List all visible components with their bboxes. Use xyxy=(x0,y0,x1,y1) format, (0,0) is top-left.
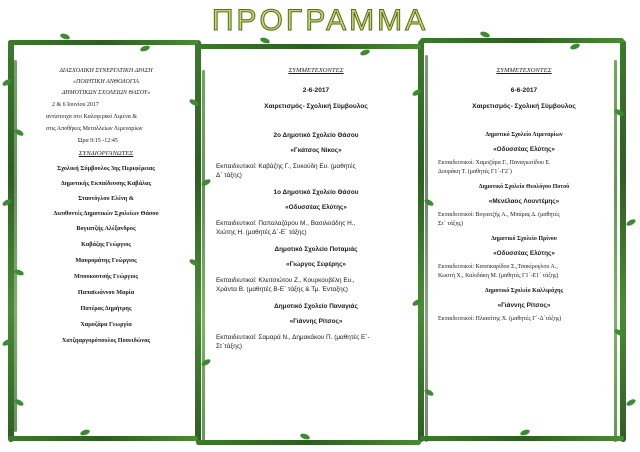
right-panel xyxy=(438,66,610,324)
page-title: ΠΡΟΓΡΑΜΜΑ xyxy=(211,4,429,37)
principal-name: Χατζηαργυρόπουλος Ποσειδώνας xyxy=(61,337,151,344)
school-name: Δημοτικό Σχολείο Καλλιράχης xyxy=(484,288,564,294)
event-dates: 2 & 6 Ιουνίου 2017 xyxy=(52,102,99,108)
coorganizer: Διευθυντές Δημοτικών Σχολείων Θάσου xyxy=(53,210,159,217)
teachers-cont: Δουράκη Τ. (μαθητές Γ1΄-Γ2΄) xyxy=(438,169,512,175)
teachers: Εκπαιδευτικοί: Κατσικαρίδου Σ.,Τσακίρογλου Α., xyxy=(438,264,558,270)
event-venue-2: στις Αποθήκες Μεταλλείων Λιμεναρίων xyxy=(46,126,143,132)
principal-name: Πατέρας Δημήτρης xyxy=(80,305,132,312)
teachers-cont: Στ΄ τάξης) xyxy=(438,221,464,227)
poet-name: «Οδυσσέας Ελύτης» xyxy=(493,146,555,153)
teachers-cont: Δ΄ τάξης) xyxy=(216,172,242,179)
teachers: Εκπαιδευτικοί: Καβάζης Γ., Συκούδη Ευ. (μαθητές xyxy=(216,163,356,170)
principal-name: Βογιατζής Αλέξανδρος xyxy=(76,225,136,232)
school-name: Δημοτικό Σχολείο Λιμεναρίων xyxy=(485,132,563,138)
teachers-cont: Στ΄τάξης) xyxy=(216,343,243,350)
school-name: Δημοτικό Σχολείο Πρίνου xyxy=(491,236,557,242)
participants-heading: ΣΥΜΜΕΤΕΧΟΝΤΕΣ xyxy=(496,67,552,74)
teachers: Εκπαιδευτικοί: Παπαλαζάρου Μ., Βασιλειάδης Η., xyxy=(216,220,356,227)
school-name: Δημοτικό Σχολείο Θεολόγου Ποτού xyxy=(478,184,570,190)
teachers: Εκπαιδευτικοί: Πλιασίτης Χ. (μαθητές Γ΄-Δ΄τάξης) xyxy=(438,316,562,322)
coorganizer: Σχολική Σύμβουλος 3ης Περιφέρειας xyxy=(57,165,155,172)
teachers: Εκπαιδευτικοί: Σαμαρά Ν., Δημακάκου Π. (μαθητές Ε΄- xyxy=(216,334,370,341)
teachers: Εκπαιδευτικοί: Χαμοζάρα Γ., Παναγιωτίδου Ε. xyxy=(438,160,551,166)
participants-heading: ΣΥΜΜΕΤΕΧΟΝΤΕΣ xyxy=(288,67,344,74)
school-name: Δημοτικό Σχολείο Παναγιάς xyxy=(274,303,358,310)
coorganizer: Σταυτόγλου Ελένη & xyxy=(78,195,134,202)
teachers-cont: Κωστή Χ., Καλιδάκη Μ. (μαθητές Γ1΄-Ε1΄ τάξης) xyxy=(438,273,559,279)
school-name: 1ο Δημοτικό Σχολείο Θάσου xyxy=(273,189,359,196)
middle-panel xyxy=(216,66,416,351)
event-date: 2-6-2017 xyxy=(302,87,330,94)
poet-name: «Οδυσσέας Ελύτης» xyxy=(285,204,347,211)
school-name: Δημοτικό Σχολείο Ποταμιάς xyxy=(274,246,358,253)
school-name: 2ο Δημοτικό Σχολείο Θάσου xyxy=(273,132,359,139)
principal-name: Μπουκουτσής Γεώργιος xyxy=(74,273,138,280)
principal-name: Καβάζης Γεώργιος xyxy=(81,241,131,248)
principal-name: Παπαϊωάννου Μαρία xyxy=(77,289,135,296)
poet-name: «Γιάννης Ρίτσος» xyxy=(289,318,343,325)
coorganizer: Δημοτικής Εκπαίδευσης Καβάλας xyxy=(60,180,152,187)
teachers-cont: Χιώτης Η. (μαθητές Δ΄-Ε΄ τάξης) xyxy=(216,229,307,236)
event-venue: αντίστοιχα στο Καλογερικό Λιμένα & xyxy=(46,114,138,120)
greeting: Χαιρετισμός- Σχολική Σύμβουλος xyxy=(472,103,576,110)
poet-name: «Μενέλαος Λουντέμης» xyxy=(488,198,560,205)
poet-name: «Γιώργος Σεφέρης» xyxy=(286,261,346,268)
left-panel xyxy=(22,66,190,349)
action-subtitle-2: ΔΗΜΟΤΙΚΩΝ ΣΧΟΛΕΙΩΝ ΘΑΣΟΥ» xyxy=(61,90,151,96)
poet-name: «Οδυσσέας Ελύτης» xyxy=(493,250,555,257)
poet-name: «Γιάννης Ρίτσος» xyxy=(497,302,551,309)
principal-name: Χαμοζάρα Γεωργία xyxy=(80,321,132,328)
teachers-cont: Χράντα Β. (μαθητές Β-Ε΄ τάξης & Τμ. Ένταξης) xyxy=(216,286,348,293)
greeting: Χαιρετισμός- Σχολική Σύμβουλος xyxy=(264,103,368,110)
event-time: Ώρα 9:15 -12:45 xyxy=(78,138,118,144)
teachers: Εκπαιδευτικοί: Βογιατζής Α., Μπάρας Δ. (μαθητές xyxy=(438,212,560,218)
poet-name: «Γκάτσος Νίκος» xyxy=(290,147,342,154)
coorganizers-heading: ΣΥΝΔΙΟΡΓΑΝΩΤΕΣ xyxy=(78,150,134,157)
principal-name: Μαυρομάτης Γεώργιος xyxy=(75,257,137,264)
action-title: ΔΙΑΣΧΟΛΙΚΗ ΣΥΝΕΡΓΑΤΙΚΗ ΔΡΑΣΗ xyxy=(59,68,153,74)
event-date: 6-6-2017 xyxy=(510,87,538,94)
teachers: Εκπαιδευτικοί: Κλειτσιώτου Ζ., Κουρκουβέλη Ευ., xyxy=(216,277,355,284)
action-subtitle: «ΠΟΙΗΤΙΚΗ ΑΝΘΟΛΟΓΙΑ xyxy=(73,79,139,85)
